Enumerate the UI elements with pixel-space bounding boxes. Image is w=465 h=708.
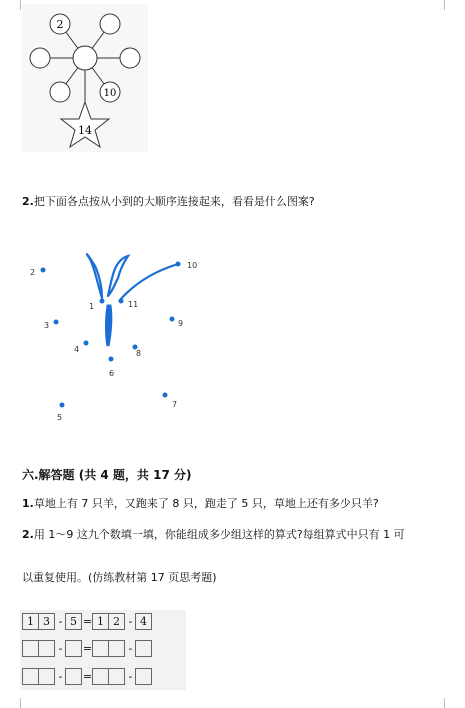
dot-10	[176, 262, 181, 267]
circle-top-left-value: 2	[56, 18, 64, 31]
dot-label: 6	[109, 369, 115, 378]
answer-box[interactable]	[38, 668, 55, 685]
answer-box[interactable]	[92, 668, 109, 685]
page-corner-mark	[10, 698, 21, 708]
minus-sign: -	[128, 615, 133, 628]
butterfly-body	[107, 306, 111, 346]
section6-title: 六.解答题 (共 4 题，共 17 分)	[22, 468, 192, 482]
minus-sign: -	[58, 670, 63, 683]
minus-sign: -	[128, 642, 133, 655]
answer-box[interactable]	[135, 668, 152, 685]
page-corner-mark	[444, 0, 455, 10]
dot-label: 10	[187, 261, 198, 270]
dot-label: 7	[172, 400, 178, 409]
equals-sign: =	[82, 615, 93, 628]
dot-label: 1	[89, 302, 95, 311]
answer-box[interactable]	[22, 640, 39, 657]
dot-label: 9	[178, 319, 184, 328]
dot-7	[163, 393, 168, 398]
antenna-middle	[108, 256, 128, 296]
dot-label: 11	[128, 300, 139, 309]
star-value: 14	[78, 124, 92, 137]
circle-bottom-left	[50, 82, 70, 102]
dot-to-dot-figure	[22, 248, 222, 428]
problem2-line2: 以重复使用。(仿练教材第 17 页思考题)	[22, 571, 217, 584]
question2-line	[22, 195, 315, 209]
equation-row-example	[22, 613, 152, 630]
equals-sign: =	[82, 642, 93, 655]
digit-box: 5	[65, 613, 82, 630]
problem2-line1	[22, 528, 405, 542]
minus-sign: -	[128, 670, 133, 683]
circle-left	[30, 48, 50, 68]
question2-text: 把下面各点按从小到的大顺序连接起来，看看是什么图案?	[33, 195, 315, 208]
dot-label: 5	[57, 413, 63, 422]
answer-box[interactable]	[92, 640, 109, 657]
circle-star-figure	[22, 4, 148, 152]
digit-box: 1	[22, 613, 39, 630]
digit-box: 1	[92, 613, 109, 630]
equals-sign: =	[82, 670, 93, 683]
dot-6	[109, 357, 114, 362]
dot-label: 4	[74, 345, 80, 354]
digit-box: 4	[135, 613, 152, 630]
problem2-text-line1: 用 1～9 这九个数填一填，你能组成多少组这样的算式?每组算式中只有 1 可	[33, 528, 405, 541]
dot-label: 8	[136, 349, 142, 358]
dot-2	[41, 268, 46, 273]
antenna-right	[120, 264, 178, 300]
dot-11	[119, 299, 124, 304]
problem1-text: 草地上有 7 只羊，又跑来了 8 只，跑走了 5 只，草地上还有多少只羊?	[33, 497, 379, 510]
answer-box[interactable]	[108, 640, 125, 657]
answer-box[interactable]	[65, 640, 82, 657]
circle-right	[120, 48, 140, 68]
equation-row-blank	[22, 668, 152, 685]
problem2-number: 2.	[22, 528, 34, 541]
minus-sign: -	[58, 615, 63, 628]
dot-5	[60, 403, 65, 408]
question2-number: 2.	[22, 195, 34, 208]
digit-box: 2	[108, 613, 125, 630]
answer-box[interactable]	[135, 640, 152, 657]
dot-label: 3	[44, 321, 50, 330]
dot-label: 2	[30, 268, 36, 277]
page-corner-mark	[10, 0, 21, 10]
problem1-line	[22, 497, 379, 511]
dot-1	[100, 299, 105, 304]
dot-9	[170, 317, 175, 322]
circle-top-right	[100, 14, 120, 34]
dot-4	[84, 341, 89, 346]
digit-box: 3	[38, 613, 55, 630]
answer-box[interactable]	[22, 668, 39, 685]
answer-box[interactable]	[65, 668, 82, 685]
answer-box[interactable]	[38, 640, 55, 657]
antenna-left	[87, 254, 102, 298]
minus-sign: -	[58, 642, 63, 655]
dot-3	[54, 320, 59, 325]
answer-box[interactable]	[108, 668, 125, 685]
problem1-number: 1.	[22, 497, 34, 510]
center-circle	[73, 46, 97, 70]
circle-bottom-right-value: 10	[103, 88, 117, 99]
page-corner-mark	[444, 698, 455, 708]
equation-row-blank	[22, 640, 152, 657]
